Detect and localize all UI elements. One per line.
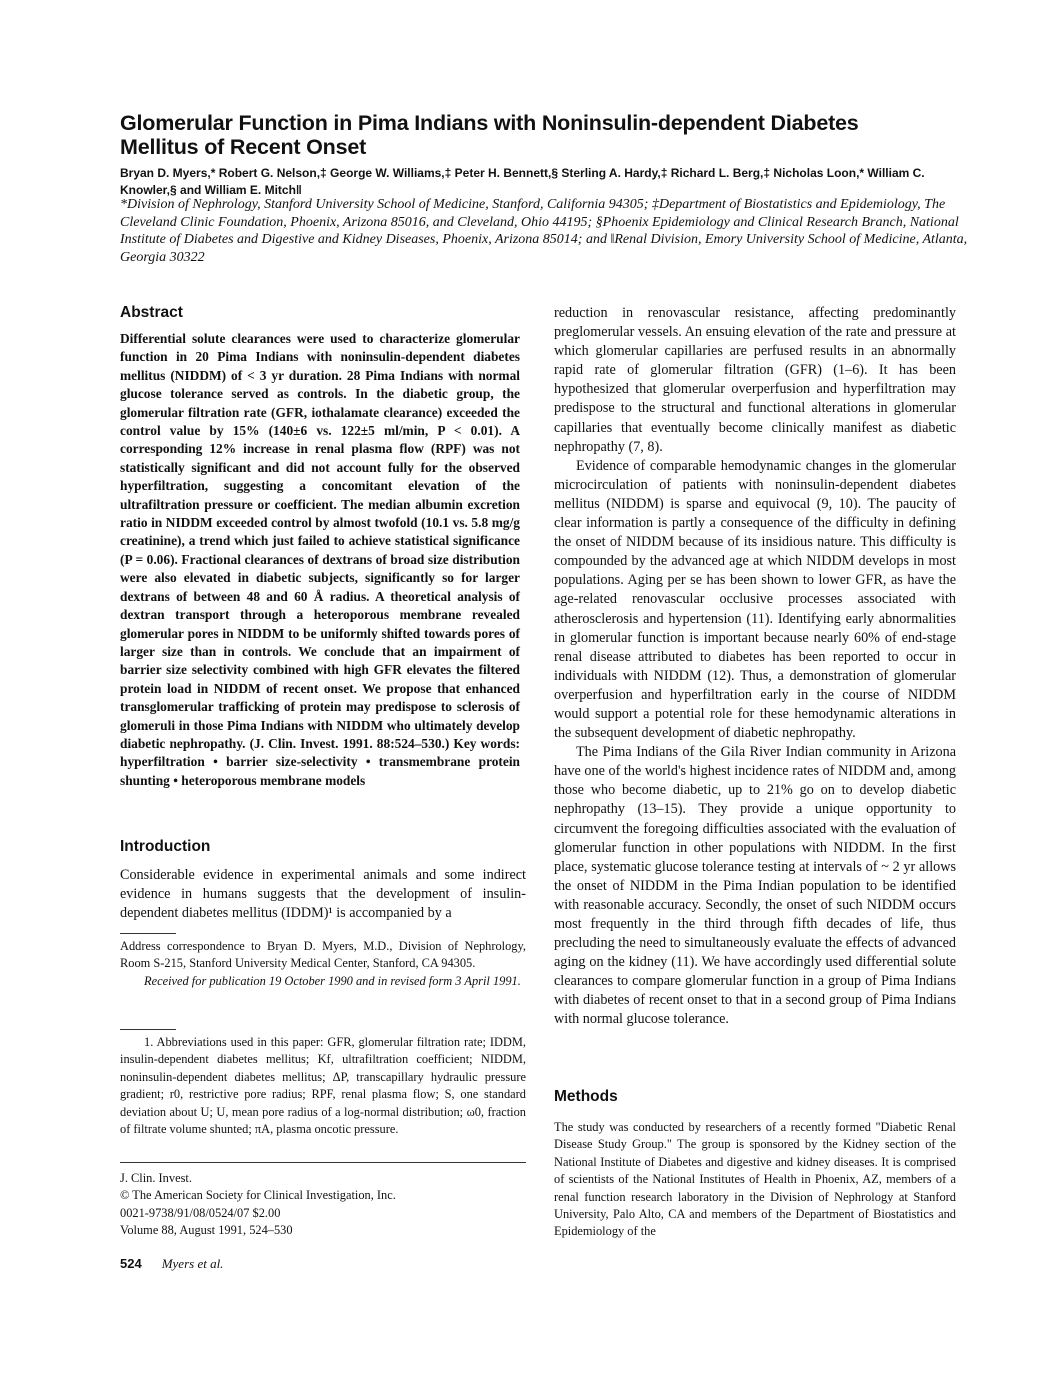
paragraph: Evidence of comparable hemodynamic changes in the glomerular microcirculation of patients with noninsulin-dependent diabetes mellitus (NIDDM) is sparse and equivocal (9, 10). The paucity of clear information is partly a consequence of the difficulty in defining the onset of NIDDM because of its insidious nature. This difficulty is compounded by the advanced age at which NIDDM develops in most populations. Aging per se has been shown to lower GFR, as have the age-related renovascular occlusive processes associated with atherosclerosis and hypertension (11). Identifying early abnormalities in glomerular function is important because nearly 60% of end-stage renal disease attributed to diabetes has been reported to occur in individuals with NIDDM (12). Thus, a demonstration of glomerular overperfusion and hyperfiltration early in the course of NIDDM would support a potential role for these hemodynamic alterations in the subsequent development of diabetic nephropathy. (554, 457, 956, 742)
introduction-body: Considerable evidence in experimental animals and some indirect evidence in humans suggests that the development of insulin-dependent diabetes mellitus (IDDM)¹ is accompanied by a (120, 867, 526, 922)
abbreviations-footnote: 1. Abbreviations used in this paper: GFR, glomerular filtration rate; IDDM, insulin-dependent diabetes mellitus; Kf, ultrafiltration coefficient; NIDDM, noninsulin-dependent diabetes mellitus; ΔP, transcapillary hydraulic pressure gradient; r0, restrictive pore radius; RPF, renal plasma flow; S, one standard deviation about U; U, mean pore radius of a log-normal distribution; ω0, fraction of filtrate volume shunted; πA, plasma oncotic pressure. (120, 1035, 526, 1137)
introduction-heading: Introduction (120, 838, 211, 855)
right-column-text (554, 304, 956, 1030)
article-title: Glomerular Function in Pima Indians with Noninsulin-dependent Diabetes Mellitus of Recent Onset (120, 111, 859, 159)
journal-name: J. Clin. Invest. (120, 1171, 192, 1185)
affiliations: *Division of Nephrology, Stanford University School of Medicine, Stanford, California 94305; ‡Department of Biostatistics and Epidemiology, The Cleveland Clinic Foundation, Phoenix, Arizona 85016, and Cleveland, Ohio 44195; §Phoenix Epidemiology and Clinical Research Branch, National Institute of Diabetes and Digestive and Kidney Diseases, Phoenix, Arizona 85014; and ‖Renal Division, Emory University School of Medicine, Atlanta, Georgia 30322 (120, 197, 968, 265)
journal-info-divider (120, 1162, 526, 1163)
issn: 0021-9738/91/08/0524/07 $2.00 (120, 1205, 281, 1220)
footnote-divider (120, 933, 176, 934)
methods-heading: Methods (554, 1088, 618, 1105)
page-number: 524 (120, 1256, 142, 1271)
received-date: Received for publication 19 October 1990 and in revised form 3 April 1991. (144, 973, 521, 988)
running-author: Myers et al. (161, 1256, 224, 1271)
abstract-heading: Abstract (120, 304, 183, 321)
paragraph: The Pima Indians of the Gila River Indian community in Arizona have one of the world's highest incidence rates of NIDDM and, among those who become diabetic, up to 21% go on to develop diabetic nephropathy (13–15). They provide a unique opportunity to circumvent the foregoing difficulties associated with the evaluation of glomerular function in other populations with NIDDM. In the first place, systematic glucose tolerance testing at intervals of ~ 2 yr allows the onset of NIDDM in the Pima Indian population to be identified with reasonable accuracy. Secondly, the onset of such NIDDM occurs most frequently in the third through fifth decades of life, thus precluding the need to simultaneously evaluate the effects of advanced aging on the kidney (11). We have accordingly used differential solute clearances to compare glomerular function in a group of Pima Indians with diabetes of recent onset to that in a second group of Pima Indians with normal glucose tolerance. (554, 744, 956, 1028)
methods-body: The study was conducted by researchers of a recently formed "Diabetic Renal Disease Study Group." The group is sponsored by the Kidney section of the National Institute of Diabetes and digestive and kidney diseases. It is comprised of scientists of the National Institutes of Health in Phoenix, AZ, members of a renal function research laboratory in the Division of Nephrology at Stanford University, Palo Alto, CA and members of the Department of Biostatistics and Epidemiology of the (554, 1120, 956, 1239)
abstract-body: Differential solute clearances were used to characterize glomerular function in 20 Pima Indians with noninsulin-dependent diabetes mellitus (NIDDM) of < 3 yr duration. 28 Pima Indians with normal glucose tolerance served as controls. In the diabetic group, the glomerular filtration rate (GFR, iothalamate clearance) exceeded the control value by 15% (140±6 vs. 122±5 ml/min, P < 0.01). A corresponding 12% increase in renal plasma flow (RPF) was not statistically significant and did not account fully for the observed hyperfiltration, suggesting a concomitant elevation of the ultrafiltration pressure or coefficient. The median albumin excretion ratio in NIDDM exceeded control by almost twofold (10.1 vs. 5.8 mg/g creatinine), a trend which just failed to achieve statistical significance (P = 0.06). Fractional clearances of dextrans of broad size distribution were also elevated in diabetic subjects, significantly so for larger dextrans of between 48 and 60 Å radius. A theoretical analysis of dextran transport through a heteroporous membrane revealed glomerular pores in NIDDM to be uniformly shifted towards pores of larger size than in controls. We conclude that an impairment of barrier size selectivity combined with high GFR elevates the filtered protein load in NIDDM of recent onset. We propose that enhanced transglomerular trafficking of protein may predispose to sclerosis of glomeruli in those Pima Indians with NIDDM who ultimately develop diabetic nephropathy. (J. Clin. Invest. 1991. 88:524–530.) Key words: hyperfiltration • barrier size-selectivity • transmembrane protein shunting • heteroporous membrane models (120, 331, 520, 788)
volume-info: Volume 88, August 1991, 524–530 (120, 1223, 293, 1238)
author-list: Bryan D. Myers,* Robert G. Nelson,‡ George W. Williams,‡ Peter H. Bennett,§ Sterling A. Hardy,‡ Richard L. Berg,‡ Nicholas Loon,* William C. Knowler,§ and William E. Mitch‖ (120, 166, 925, 197)
copyright: © The American Society for Clinical Investigation, Inc. (120, 1188, 396, 1203)
correspondence-address: Address correspondence to Bryan D. Myers, M.D., Division of Nephrology, Room S-215, Stanford University Medical Center, Stanford, CA 94305. (120, 939, 526, 971)
correspondence-note (120, 938, 526, 990)
paragraph: reduction in renovascular resistance, affecting predominantly preglomerular vessels. An ensuing elevation of the rate and pressure at which glomerular capillaries are perfused results in an abnormally rapid rate of glomerular filtration (GFR) (1–6). It has been hypothesized that glomerular overperfusion and hyperfiltration may predispose to the structural and functional alterations in glomerular capillaries that eventually become clinically manifest as diabetic nephropathy (7, 8). (554, 305, 956, 455)
journal-info (120, 1170, 526, 1240)
page-footer (120, 1256, 223, 1272)
footnote-divider (120, 1029, 176, 1030)
